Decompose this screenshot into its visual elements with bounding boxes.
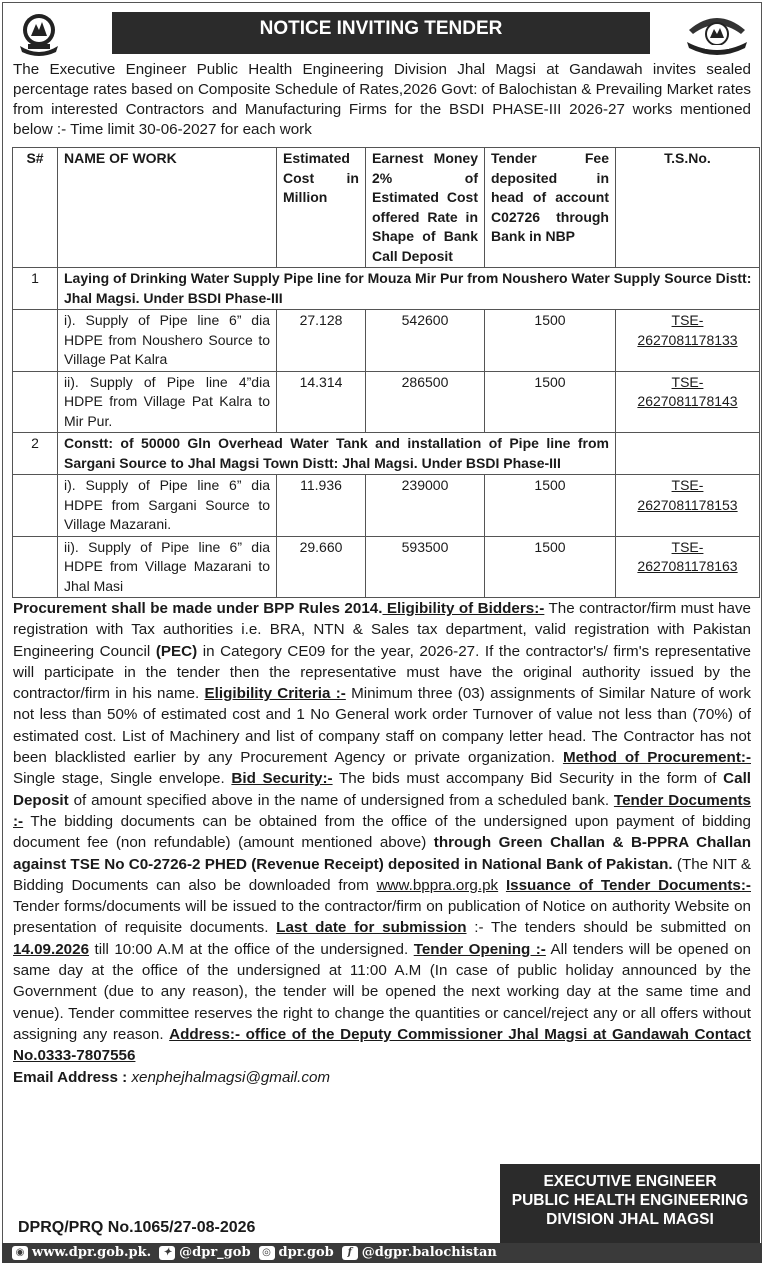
table-row [13, 536, 760, 598]
tender-opening-heading: Tender Opening :- [413, 940, 546, 958]
item-earnest: 593500 [366, 536, 485, 598]
header-sn: S# [13, 148, 58, 268]
item-tsno: TSE-2627081178143 [616, 371, 760, 433]
item-desc: i). Supply of Pipe line 6” dia HDPE from Noushero Source to Village Pat Kalra [58, 310, 277, 372]
item-desc: i). Supply of Pipe line 6” dia HDPE from Sargani Source to Village Mazarani. [58, 475, 277, 537]
procurement-rule: Procurement shall be made under BPP Rules 2014 [13, 600, 379, 617]
last-date-heading: Last date for submission [276, 919, 467, 937]
item-cost: 14.314 [277, 371, 366, 433]
footer-bar [2, 1243, 762, 1263]
work-title: Constt: of 50000 Gln Overhead Water Tank and installation of Pipe line from Sargani Source to Jhal Magsi Town Distt: Jhal Magsi. Under BSDI Phase-III [58, 433, 616, 475]
item-tsno: TSE-2627081178133 [616, 310, 760, 372]
signatory-division: DIVISION JHAL MAGSI [546, 1211, 714, 1228]
pec-label: (PEC) [155, 642, 198, 660]
bppra-link[interactable]: www.bppra.org.pk [376, 876, 499, 894]
method-heading: Method of Procurement:- [562, 749, 751, 767]
intro-paragraph: The Executive Engineer Public Health Engineering Division Jhal Magsi at Gandawah invites sealed percentage rates based on Composite Schedule of Rates,2026 Govt: of Balochistan & Prevailing Market rates from interested Contractors and Manufacturing Firms for the BSDI PHASE-III 2026-27 works mentioned below :- Time limit 30-06-2027 for each work [13, 61, 751, 138]
bid-security-heading: Bid Security:- [231, 770, 333, 788]
tender-conditions: Procurement shall be made under BPP Rules 2014. Eligibility of Bidders:- The contractor/firm must have registration with Tax authorities i.e. BRA, NTN & Sales tax department, valid registration with Pakistan Engineering Council (PEC) in Category CE09 for the year, 2026-27. If the contractor's/ firm's representative will participate in the tender then the representative must have the original authority issued by the contractor/firm in his name. Eligibility Criteria :- Minimum three (03) assignments of Similar Nature of work not less than 50% of estimated cost and 1 No General work order Turnover of value not less than (70%) of estimated cost. List of Machinery and list of company staff on company letter head. The Contractor has not been blacklisted earlier by any Procurement Agency or private organization. Method of Procurement:- Single stage, Single envelope. Bid Security:- The bids must accompany Bid Security in the form of Call Deposit of amount specified above in the name of undersigned from a scheduled bank. Tender Documents :- The bidding documents can be obtained from the office of the undersigned upon payment of bidding document fee (non refundable) (amount mentioned above) through Green Challan & B-PPRA Challan against TSE No C0-2726-2 PHED (Revenue Receipt) deposited in National Bank of Pakistan. (The NIT & Bidding Documents can also be downloaded from www.bppra.org.pk Issuance of Tender Documents:- Tender forms/documents will be issued to the contractor/firm on publication of Notice on authority Website on presentation of requisite documents. Last date for submission :- The tenders should be submitted on 14.09.2026 till 10:00 A.M at the office of the undersigned. Tender Opening :- All tenders will be opened on same day at the office of the undersigned at 11:00 A.M (In case of public holiday announced by the Government (due to any reason), the tender will be opened the next working day at the same time and venue). Tender committee reserves the right to change the quantities or cancel/reject any or all offers without assigning any reason. Address:- office of the Deputy Commissioner Jhal Magsi at Gandawah Contact No.0333-7807556 Email Address : xenphejhalmagsi@gmail.com [13, 600, 752, 1086]
facebook-icon: f [342, 1246, 358, 1260]
table-row [13, 475, 760, 537]
balochistan-emblem-icon [14, 10, 64, 60]
signatory-department: PUBLIC HEALTH ENGINEERING [511, 1192, 749, 1209]
issuance-heading: Issuance of Tender Documents:- [505, 876, 751, 894]
footer-facebook[interactable]: @dgpr.balochistan [361, 1245, 497, 1260]
item-desc: ii). Supply of Pipe line 4”dia HDPE from Village Pat Kalra to Mir Pur. [58, 371, 277, 433]
signature-block [500, 1164, 760, 1244]
globe-icon: ◉ [12, 1246, 28, 1260]
table-row [13, 310, 760, 372]
item-cost: 27.128 [277, 310, 366, 372]
dprq-reference: DPRQ/PRQ No.1065/27-08-2026 [18, 1219, 256, 1236]
item-cost: 29.660 [277, 536, 366, 598]
footer-twitter[interactable]: @dpr_gob [179, 1245, 251, 1260]
table-row [13, 371, 760, 433]
item-fee: 1500 [485, 371, 616, 433]
footer-website[interactable]: www.dpr.gob.pk. [32, 1245, 152, 1260]
work-title: Laying of Drinking Water Supply Pipe line for Mouza Mir Pur from Noushero Water Supply Source Distt: Jhal Magsi. Under BSDI Phase-III [58, 268, 760, 310]
submission-date: 14.09.2026 [13, 940, 90, 958]
header-name: NAME OF WORK [58, 148, 277, 268]
footer-instagram[interactable]: dpr.gob [278, 1245, 334, 1260]
item-earnest: 239000 [366, 475, 485, 537]
work-sn: 1 [13, 268, 58, 310]
works-table [12, 147, 760, 598]
item-earnest: 542600 [366, 310, 485, 372]
notice-title: NOTICE INVITING TENDER [112, 12, 650, 54]
header-fee: Tender Fee deposited in head of account C02726 through Bank in NBP [485, 148, 616, 268]
item-earnest: 286500 [366, 371, 485, 433]
eligibility-bidders-heading: Eligibility of Bidders:- [382, 600, 545, 617]
header-cost: Estimated Cost in Million [277, 148, 366, 268]
tender-documents-heading: Tender Documents :- [13, 791, 751, 830]
email-label: Email Address : [13, 1068, 128, 1086]
eligibility-criteria-heading: Eligibility Criteria :- [204, 685, 346, 703]
work-row [13, 433, 760, 475]
item-desc: ii). Supply of Pipe line 6” dia HDPE from Village Mazarani to Jhal Masi [58, 536, 277, 598]
item-fee: 1500 [485, 536, 616, 598]
item-tsno: TSE-2627081178153 [616, 475, 760, 537]
twitter-icon: ✦ [159, 1246, 175, 1260]
office-address: Address:- office of the Deputy Commissioner Jhal Magsi at Gandawah Contact No.0333-7807556 [13, 1025, 751, 1065]
item-fee: 1500 [485, 310, 616, 372]
work-sn: 2 [13, 433, 58, 475]
work-row [13, 268, 760, 310]
item-cost: 11.936 [277, 475, 366, 537]
phed-emblem-icon [683, 12, 751, 58]
header-tsno: T.S.No. [616, 148, 760, 268]
item-fee: 1500 [485, 475, 616, 537]
signatory-title: EXECUTIVE ENGINEER [543, 1173, 717, 1190]
email-address[interactable]: xenphejhalmagsi@gmail.com [127, 1068, 331, 1086]
item-tsno: TSE-2627081178163 [616, 536, 760, 598]
header-earnest: Earnest Money 2% of Estimated Cost offered Rate in Shape of Bank Call Deposit [366, 148, 485, 268]
instagram-icon: ◎ [259, 1246, 275, 1260]
table-header-row [13, 148, 760, 268]
